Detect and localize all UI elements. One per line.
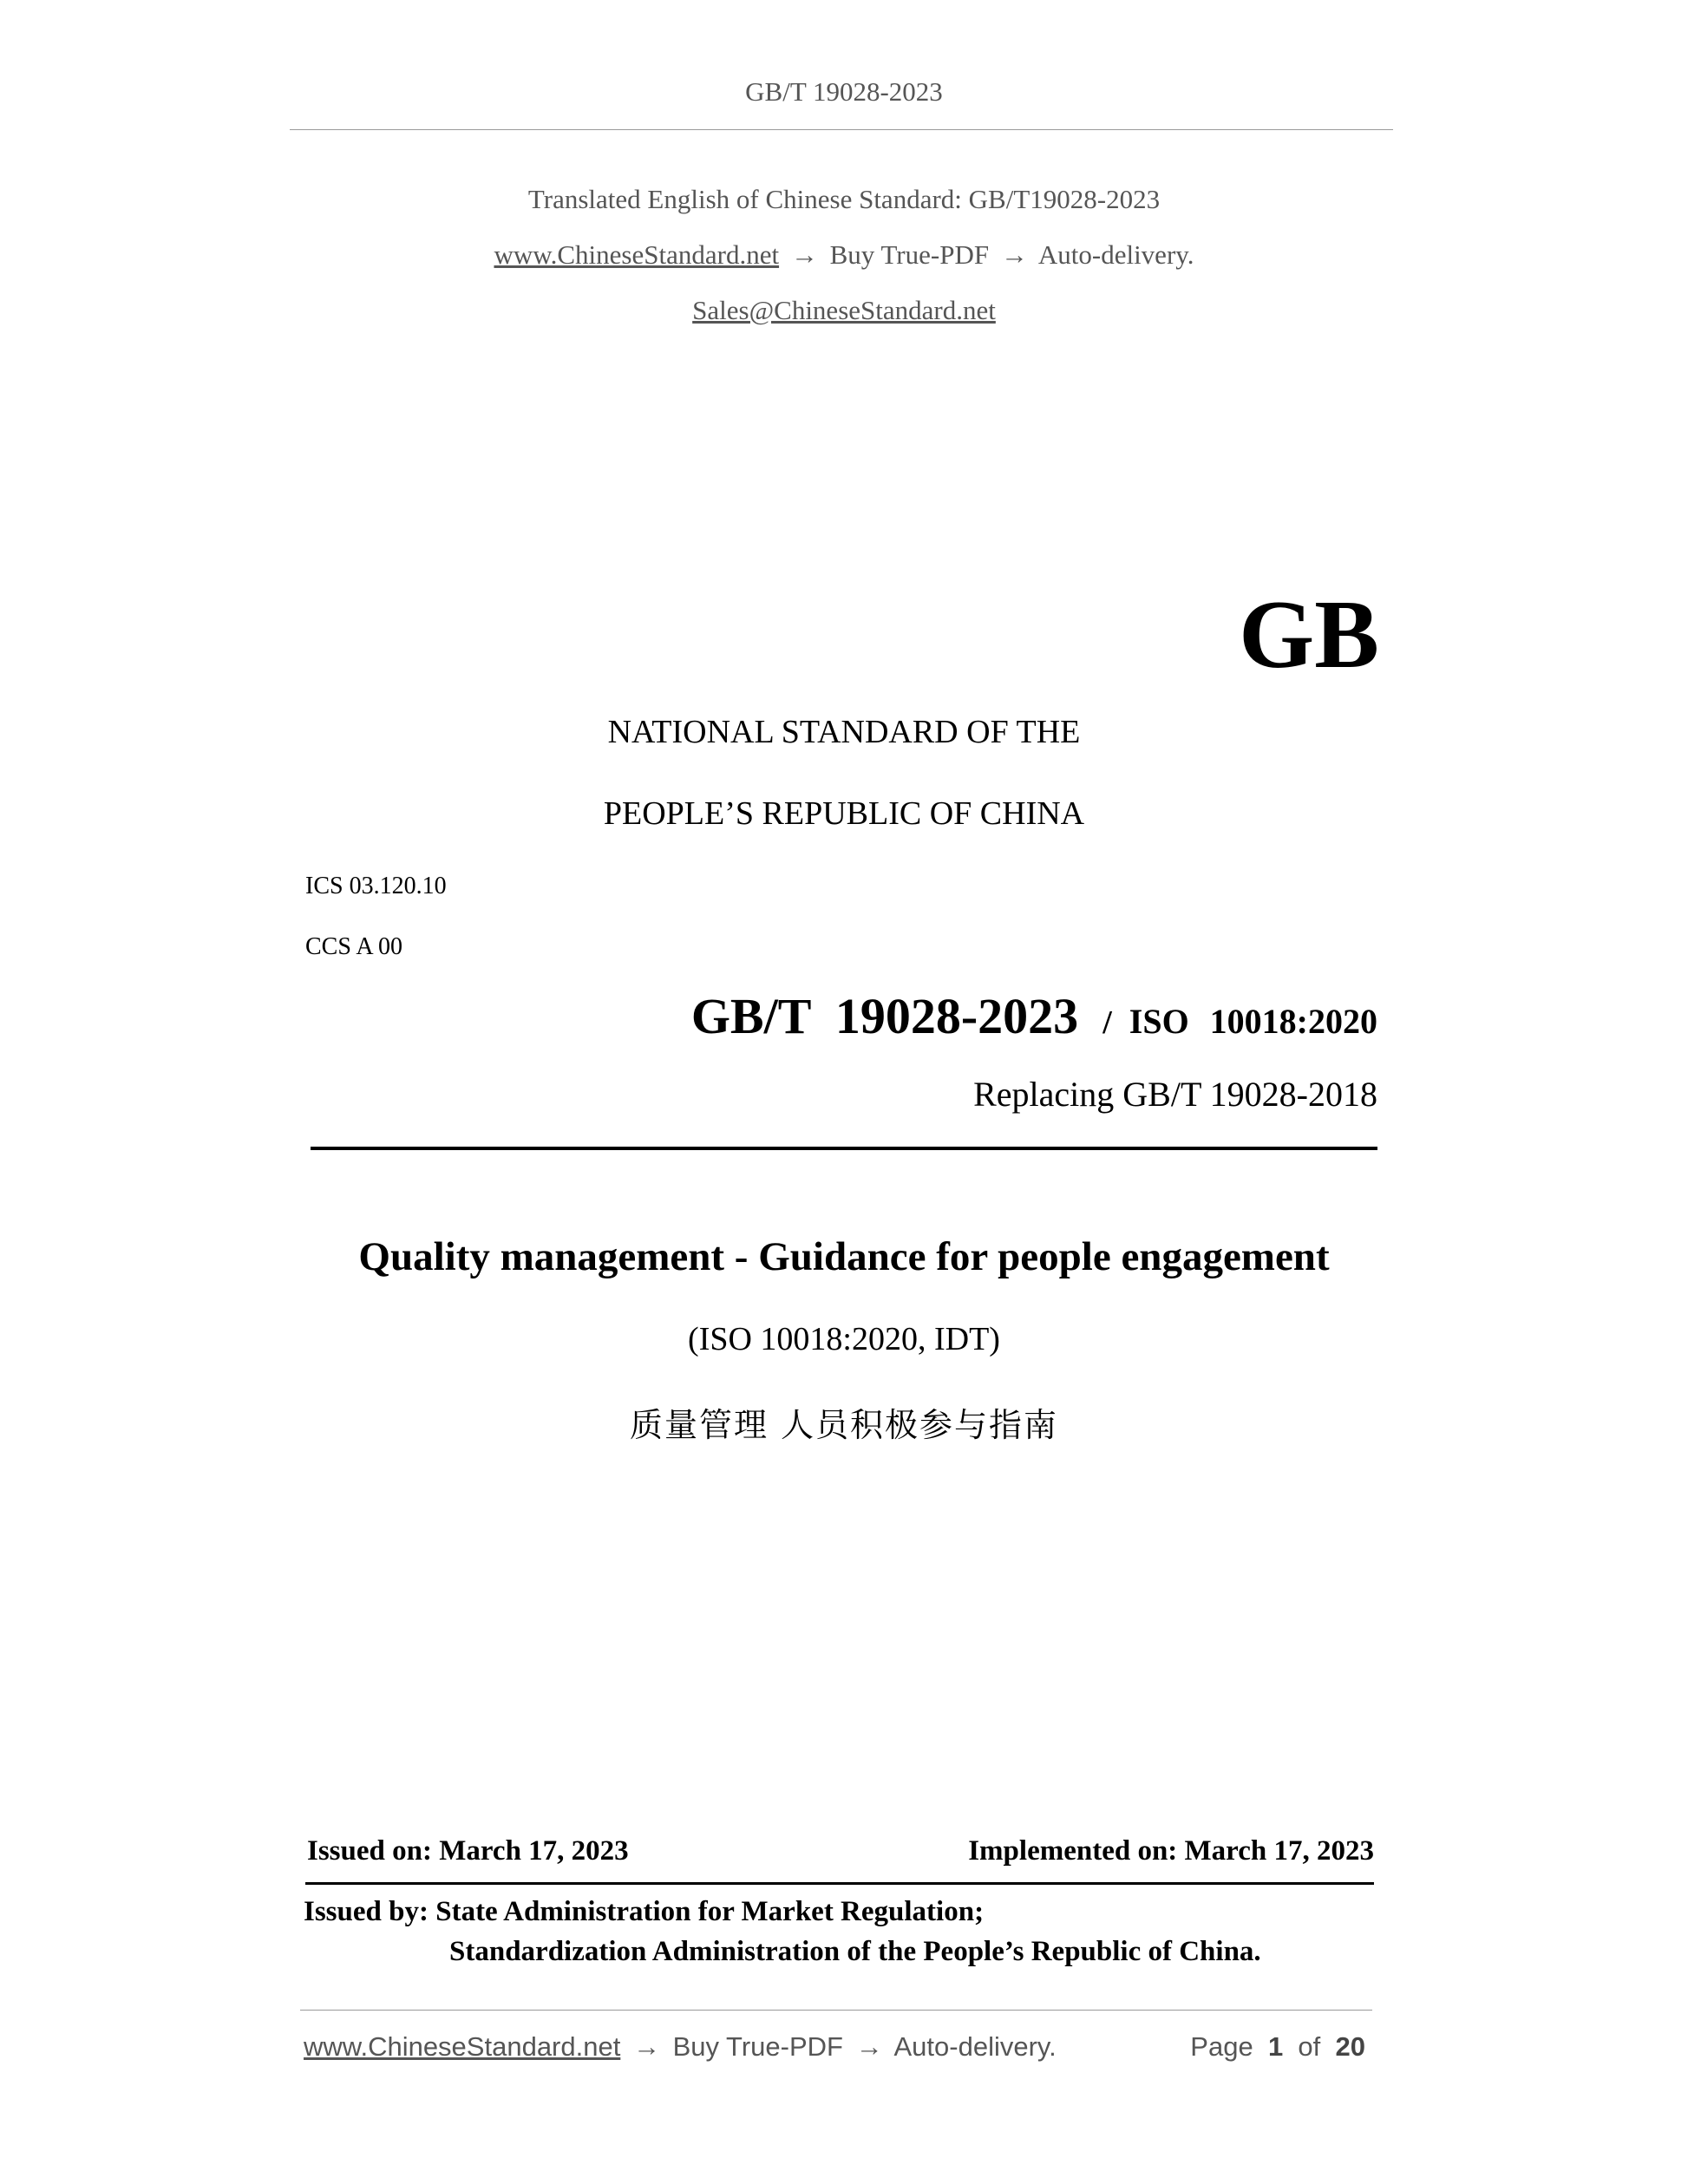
ics-code: ICS 03.120.10: [305, 873, 447, 899]
site-link[interactable]: www.ChineseStandard.net: [494, 239, 780, 270]
replacing-standard: Replacing GB/T 19028-2018: [973, 1075, 1377, 1114]
arrow-right-icon: →: [632, 2031, 660, 2062]
email-link[interactable]: Sales@ChineseStandard.net: [692, 295, 996, 325]
page-current: 1: [1267, 2031, 1284, 2062]
dates-divider: [305, 1882, 1374, 1885]
footer-delivery-text: Auto-delivery.: [893, 2031, 1057, 2062]
number-separator: /: [1102, 1004, 1112, 1041]
page-total: 20: [1335, 2031, 1365, 2062]
footer-purchase-line: [304, 2031, 1057, 2063]
iso-number: ISO 10018:2020: [1129, 1002, 1377, 1041]
arrow-right-icon: →: [1000, 239, 1028, 270]
email-line: [0, 295, 1688, 326]
footer-buy-text: Buy True-PDF: [672, 2031, 843, 2062]
issued-on-date: Issued on: March 17, 2023: [307, 1835, 629, 1867]
document-title: Quality management - Guidance for people engagement: [358, 1234, 1330, 1279]
footer-divider: [300, 2010, 1372, 2011]
page-of-label: of: [1298, 2031, 1321, 2062]
standard-number: GB/T 19028-2023: [690, 988, 1079, 1044]
arrow-right-icon: →: [790, 239, 818, 270]
ccs-code: CCS A 00: [305, 933, 403, 960]
implemented-on-date: Implemented on: March 17, 2023: [968, 1835, 1374, 1867]
standard-number-line: [691, 987, 1377, 1045]
footer-site-link[interactable]: www.ChineseStandard.net: [304, 2031, 621, 2062]
issued-by-line2: Standardization Administration of the People’s Republic of China.: [449, 1936, 1261, 1967]
equivalence-note: (ISO 10018:2020, IDT): [688, 1321, 1000, 1357]
cover-divider: [311, 1147, 1377, 1150]
national-standard-line1: NATIONAL STANDARD OF THE: [607, 714, 1081, 750]
issued-by-line1: Issued by: State Administration for Market Regulation;: [304, 1896, 985, 1927]
chinese-title: 质量管理 人员积极参与指南: [629, 1406, 1059, 1444]
buy-text: Buy True-PDF: [829, 239, 990, 270]
translation-notice: Translated English of Chinese Standard: GB/T19028-2023: [527, 184, 1161, 214]
national-standard-line2: PEOPLE’S REPUBLIC OF CHINA: [603, 795, 1085, 832]
page-label: Page: [1190, 2031, 1253, 2062]
page-indicator: [1190, 2031, 1365, 2063]
purchase-line: [0, 239, 1688, 271]
running-header: GB/T 19028-2023: [745, 76, 943, 107]
arrow-right-icon: →: [855, 2031, 883, 2062]
header-divider: [290, 129, 1393, 130]
gb-mark: GB: [1239, 581, 1379, 689]
delivery-text: Auto-delivery.: [1037, 239, 1194, 270]
